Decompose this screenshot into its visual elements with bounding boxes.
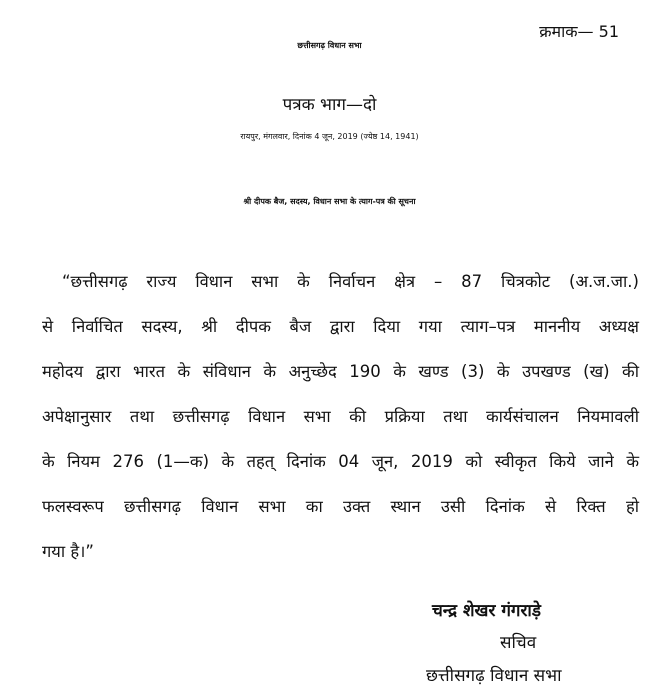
signatory-designation: सचिव (500, 633, 537, 653)
body-line: से निर्वाचित सदस्य, श्री दीपक बैज द्वारा दिया गया त्याग–पत्र माननीय अध्यक्ष (42, 317, 639, 336)
notice-body (42, 268, 639, 583)
body-line: फलस्वरूप छत्तीसगढ़ विधान सभा का उक्त स्थान उसी दिनांक से रिक्त हो (42, 497, 639, 516)
body-line: गया है।” (42, 542, 94, 561)
body-line: महोदय द्वारा भारत के संविधान के अनुच्छेद 190 के खण्ड (3) के उपखण्ड (ख) की (42, 362, 639, 381)
body-line: अपेक्षानुसार तथा छत्तीसगढ़ विधान सभा की प्रक्रिया तथा कार्यसंचालन नियमावली (42, 407, 639, 426)
bulletin-part: पत्रक भाग—दो (282, 95, 377, 115)
dateline: रायपुर, मंगलवार, दिनांक 4 जून, 2019 (ज्येष्ठ 14, 1941) (240, 132, 419, 141)
notice-heading: श्री दीपक बैज, सदस्य, विधान सभा के त्याग-पत्र की सूचना (243, 197, 416, 206)
page-title: छत्तीसगढ़ विधान सभा (297, 41, 362, 50)
serial-number: क्रमाक— 51 (539, 22, 619, 41)
body-line: के नियम 276 (1—क) के तहत् दिनांक 04 जून, 2019 को स्वीकृत किये जाने के (42, 452, 639, 471)
signatory-name: चन्द्र शेखर गंगराड़े (432, 601, 541, 621)
signatory-organization: छत्तीसगढ़ विधान सभा (426, 666, 562, 686)
body-line: “छत्तीसगढ़ राज्य विधान सभा के निर्वाचन क्षेत्र – 87 चित्रकोट (अ.ज.जा.) (62, 272, 639, 291)
